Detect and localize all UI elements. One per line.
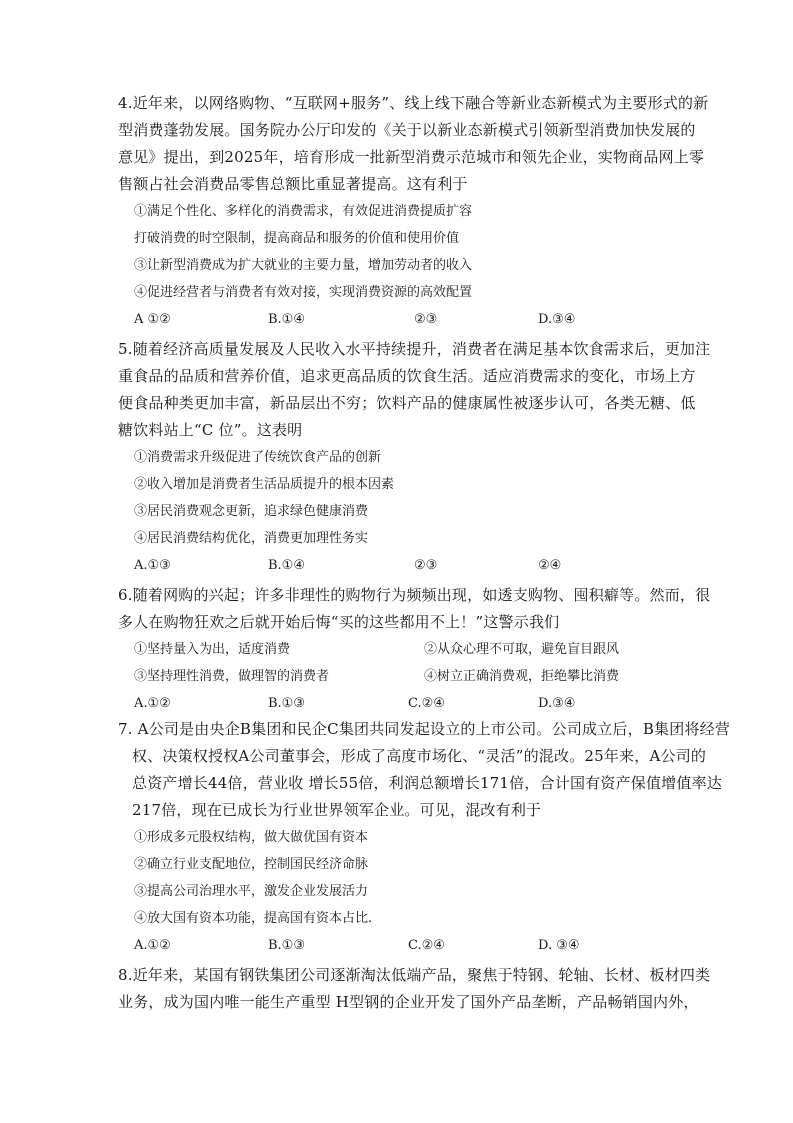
choice-b: B.①④ [268, 558, 305, 573]
choice-b: B.①③ [268, 938, 305, 953]
choice-a: A.①② [134, 696, 171, 711]
stem-line: 便食品种类更加丰富，新品层出不穷；饮料产品的健康属性被逐步认可，各类无糖、低 [118, 394, 696, 412]
choice-c: ②③ [414, 312, 438, 327]
statement-option-row [118, 636, 678, 663]
choice-d: D. ③④ [538, 938, 580, 953]
stem-line: 意见》提出，到2025年，培育形成一批新型消费示范城市和领先企业，实物商品网上零 [118, 148, 705, 166]
statement-option: 打破消费的时空限制，提高商品和服务的价值和使用价值 [134, 231, 460, 246]
stem-line: 售额占社会消费品零售总额比重显著提高。这有利于 [118, 175, 468, 193]
answer-choices [118, 932, 678, 959]
choice-b: B.①③ [268, 696, 305, 711]
choice-b: B.①④ [268, 312, 305, 327]
choice-c: C.②④ [408, 696, 445, 711]
stem-line: 7. A公司是由央企B集团和民企C集团共同发起设立的上市公司。公司成立后，B集团将经营 [118, 720, 731, 738]
stem-line: 重食品的品质和营养价值，追求更高品质的饮食生活。适应消费需求的变化，市场上方 [118, 367, 696, 385]
statement-option: ②确立行业支配地位，控制国民经济命脉 [134, 857, 369, 872]
statement-option: ③让新型消费成为扩大就业的主要力量，增加劳动者的收入 [134, 258, 473, 273]
answer-choices [118, 552, 678, 579]
choice-c: ②③ [414, 558, 438, 573]
stem-line: 总资产增长44倍，营业收 增长55倍，利润总额增长171倍，合计国有资产保值增值率达 [132, 774, 722, 792]
stem-line: 糖饮料站上“C 位”。这表明 [118, 421, 303, 439]
answer-choices [118, 306, 678, 333]
stem-line: 217倍，现在已成长为行业世界领军企业。可见，混改有利于 [132, 801, 542, 819]
stem-line: 多人在购物狂欢之后就开始后悔“买的这些都用不上！”这警示我们 [118, 613, 560, 631]
choice-d: ②④ [538, 558, 562, 573]
choice-c: C.②④ [408, 938, 445, 953]
statement-option: ①坚持量入为出，适度消费 [134, 642, 291, 657]
statement-option: ②收入增加是消费者生活品质提升的根本因素 [134, 477, 395, 492]
stem-line: 5.随着经济高质量发展及人民收入水平持续提升，消费者在满足基本饮食需求后，更加注 [118, 340, 711, 358]
question-stem [118, 582, 711, 636]
answer-choices [118, 690, 678, 717]
statement-option: ④促进经营者与消费者有效对接，实现消费资源的高效配置 [134, 285, 473, 300]
question-stem [118, 716, 731, 824]
stem-line: 6.随着网购的兴起；许多非理性的购物行为频频出现，如透支购物、囤积癖等。然而，很 [118, 586, 711, 604]
stem-line: 业务，成为国内唯一能生产重型 H型钢的企业开发了国外产品垄断，产品畅销国内外， [118, 993, 699, 1011]
question-stem [118, 336, 711, 444]
statement-option: ①形成多元股权结构，做大做优国有资本 [134, 830, 369, 845]
question-stem [118, 962, 711, 1016]
statement-option: ④放大国有资本功能，提高国有资本占比. [134, 911, 373, 926]
stem-line: 4.近年来，以网络购物、“互联网+服务”、线上线下融合等新业态新模式为主要形式的新 [118, 94, 709, 112]
statement-option: ④树立正确消费观，拒绝攀比消费 [424, 669, 620, 684]
choice-d: D.③④ [538, 312, 576, 327]
statement-option-row [118, 663, 678, 690]
statement-option: ②从众心理不可取，避免盲目跟风 [424, 642, 620, 657]
question-4 [118, 90, 709, 333]
choice-d: D.③④ [538, 696, 576, 711]
statement-option: ③坚持理性消费，做理智的消费者 [134, 669, 330, 684]
stem-line: 8.近年来，某国有钢铁集团公司逐渐淘汰低端产品，聚焦于特钢、轮轴、长材、板材四类 [118, 966, 711, 984]
stem-line: 权、决策权授权A公司董事会，形成了高度市场化、“灵活”的混改。25年来，A公司的 [132, 747, 707, 765]
choice-a: A.①③ [134, 558, 171, 573]
question-5 [118, 336, 711, 579]
choice-a: A ①② [134, 312, 171, 327]
choice-a: A.①② [134, 938, 171, 953]
question-8 [118, 962, 711, 1016]
question-7 [118, 716, 731, 959]
question-6 [118, 582, 711, 717]
question-stem [118, 90, 709, 198]
statement-option: ③居民消费观念更新，追求绿色健康消费 [134, 504, 369, 519]
stem-line: 型消费蓬勃发展。国务院办公厅印发的《关于以新业态新模式引领新型消费加快发展的 [118, 121, 696, 139]
statement-option: ③提高公司治理水平，激发企业发展活力 [134, 884, 369, 899]
statement-option: ④居民消费结构优化，消费更加理性务实 [134, 531, 369, 546]
statement-option: ①满足个性化、多样化的消费需求，有效促进消费提质扩容 [134, 204, 473, 219]
statement-option: ①消费需求升级促进了传统饮食产品的创新 [134, 450, 382, 465]
